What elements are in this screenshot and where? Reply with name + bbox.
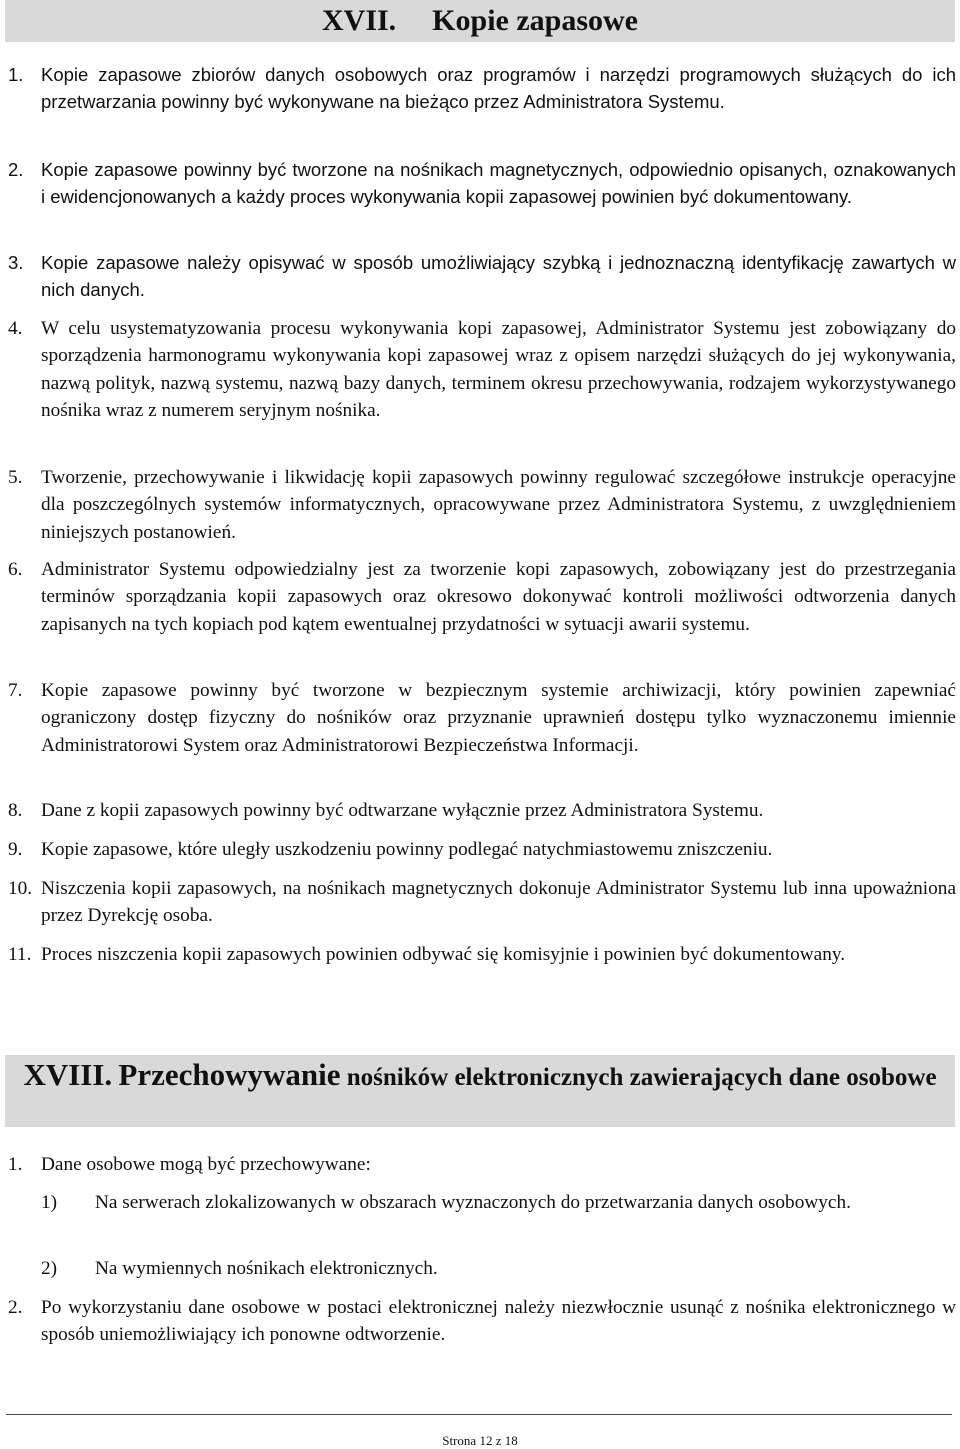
list-item-10-wrap xyxy=(8,875,956,930)
list-item-8-wrap xyxy=(8,797,956,824)
item-text: Administrator Systemu odpowiedzialny jest za tworzenie kopi zapasowych, zobowiązany jest do przestrzegania terminów sporządzania kopii zapasowych oraz okresowo dokonywać kontroli możliwości odtworzenia danych zapisanych na tych kopiach pod kątem ewentualnej przydatności w sytuacji awarii systemu. xyxy=(41,559,956,635)
section-title-big: Przechowywanie xyxy=(118,1057,341,1092)
s2-sub-1-wrap xyxy=(8,1189,956,1216)
item-text: Dane z kopii zapasowych powinny być odtwarzane wyłącznie przez Administratora Systemu. xyxy=(41,800,764,821)
list-item-8 xyxy=(8,797,956,824)
item-number: 4. xyxy=(8,318,23,339)
section-heading-xviii xyxy=(5,1055,955,1127)
list-item-3 xyxy=(8,249,956,303)
item-number: 7. xyxy=(8,680,23,701)
list-item-4 xyxy=(8,315,956,425)
list-item-7 xyxy=(8,677,956,759)
item-text: Kopie zapasowe, które uległy uszkodzeniu powinny podlegać natychmiastowemu zniszczeniu. xyxy=(41,839,773,860)
list-item-11-wrap xyxy=(8,941,956,968)
section-title: Kopie zapasowe xyxy=(432,4,638,37)
item-text: Kopie zapasowe powinny być tworzone na nośnikach magnetycznych, odpowiednio opisanych, oznakowanych i ewidencjonowanych a każdy proces wykonywania kopii zapasowej powinien być dokumentowany. xyxy=(41,159,956,207)
item-number: 9. xyxy=(8,839,23,860)
list-item-6-wrap xyxy=(8,556,956,638)
list-item-9-wrap xyxy=(8,836,956,863)
item-text: Proces niszczenia kopii zapasowych powinien odbywać się komisyjnie i powinien być dokumentowany. xyxy=(41,944,846,965)
item-number: 2. xyxy=(8,159,24,180)
item-number: 6. xyxy=(8,559,23,580)
sub-item-text: Na serwerach zlokalizowanych w obszarach wyznaczonych do przetwarzania danych osobowych. xyxy=(95,1192,851,1213)
list-item-11 xyxy=(8,941,956,968)
page-number: Strona 12 z 18 xyxy=(442,1433,518,1448)
item-text: Niszczenia kopii zapasowych, na nośnikach magnetycznych dokonuje Administrator Systemu lub inna upoważniona przez Dyrekcję osoba. xyxy=(41,878,956,927)
sub-item-text: Na wymiennych nośnikach elektronicznych. xyxy=(95,1258,438,1279)
item-number: 5. xyxy=(8,467,23,488)
item-number: 11. xyxy=(8,944,32,965)
section-title-rest: nośników elektronicznych zawierających dane osobowe xyxy=(346,1064,937,1091)
item-text: Dane osobowe mogą być przechowywane: xyxy=(41,1154,371,1175)
sub-item-number: 2) xyxy=(41,1258,58,1279)
section-heading-xvii xyxy=(5,0,955,42)
list-item-2 xyxy=(8,156,956,210)
item-text: Kopie zapasowe zbiorów danych osobowych oraz programów i narzędzi programowych służących do ich przetwarzania powinny być wykonywane na bieżąco przez Administratora Systemu. xyxy=(41,64,956,112)
list-item-7-wrap xyxy=(8,677,956,759)
list-item-6 xyxy=(8,556,956,638)
section-number: XVIII. xyxy=(23,1057,113,1092)
item-text: Kopie zapasowe powinny być tworzone w bezpiecznym systemie archiwizacji, który powinien zapewniać ograniczony dostęp fizyczny do nośników oraz przyznanie uprawnień dostępu tylko wyznaczonemu imiennie Administratorowi System oraz Administratorowi Bezpieczeństwa Informacji. xyxy=(41,680,956,756)
list-block-3 xyxy=(8,249,956,303)
s2-sub-item-2 xyxy=(8,1255,956,1282)
s2-sub-2-wrap xyxy=(8,1255,956,1282)
item-text: Tworzenie, przechowywanie i likwidację kopii zapasowych powinny regulować szczegółowe instrukcje operacyjne dla poszczególnych systemów informatycznych, opracowywane przez Administratora Systemu, z uwzględnieniem niniejszych postanowień. xyxy=(41,467,956,543)
footer-divider xyxy=(6,1414,952,1415)
item-text: Po wykorzystaniu dane osobowe w postaci elektronicznej należy niezwłocznie usunąć z nośnika elektronicznego w sposób uniemożliwiający ich ponowne odtworzenie. xyxy=(41,1297,956,1346)
list-item-5-wrap xyxy=(8,464,956,546)
s2-sub-item-1 xyxy=(8,1189,956,1216)
section-number: XVII. xyxy=(321,4,397,37)
s2-list-item-2 xyxy=(8,1294,956,1349)
s2-item-1-wrap xyxy=(8,1151,956,1178)
list-item-1 xyxy=(8,61,956,115)
item-number: 1. xyxy=(8,1154,23,1175)
list-item-5 xyxy=(8,464,956,546)
item-text: W celu usystematyzowania procesu wykonywania kopi zapasowej, Administrator Systemu jest zobowiązany do sporządzenia harmonogramu wykonywania kopi zapasowej wraz z opisem narzędzi służących do jej wykonywania, nazwą polityk, nazwą systemu, nazwą bazy danych, terminem okresu przechowywania, rodzajem wykorzystywanego nośnika wraz z numerem seryjnym nośnika. xyxy=(41,318,956,422)
list-block-2 xyxy=(8,156,956,210)
item-number: 1. xyxy=(8,64,24,85)
list-item-9 xyxy=(8,836,956,863)
s2-item-2-wrap xyxy=(8,1294,956,1349)
item-number: 8. xyxy=(8,800,23,821)
item-number: 2. xyxy=(8,1297,23,1318)
item-text: Kopie zapasowe należy opisywać w sposób umożliwiający szybką i jednoznaczną identyfikację zawartych w nich danych. xyxy=(41,252,956,300)
sub-item-number: 1) xyxy=(41,1192,58,1213)
item-number: 10. xyxy=(8,878,33,899)
item-number: 3. xyxy=(8,252,24,273)
list-block-1 xyxy=(8,61,956,115)
s2-list-item-1 xyxy=(8,1151,956,1178)
list-item-10 xyxy=(8,875,956,930)
list-item-4-wrap xyxy=(8,315,956,425)
